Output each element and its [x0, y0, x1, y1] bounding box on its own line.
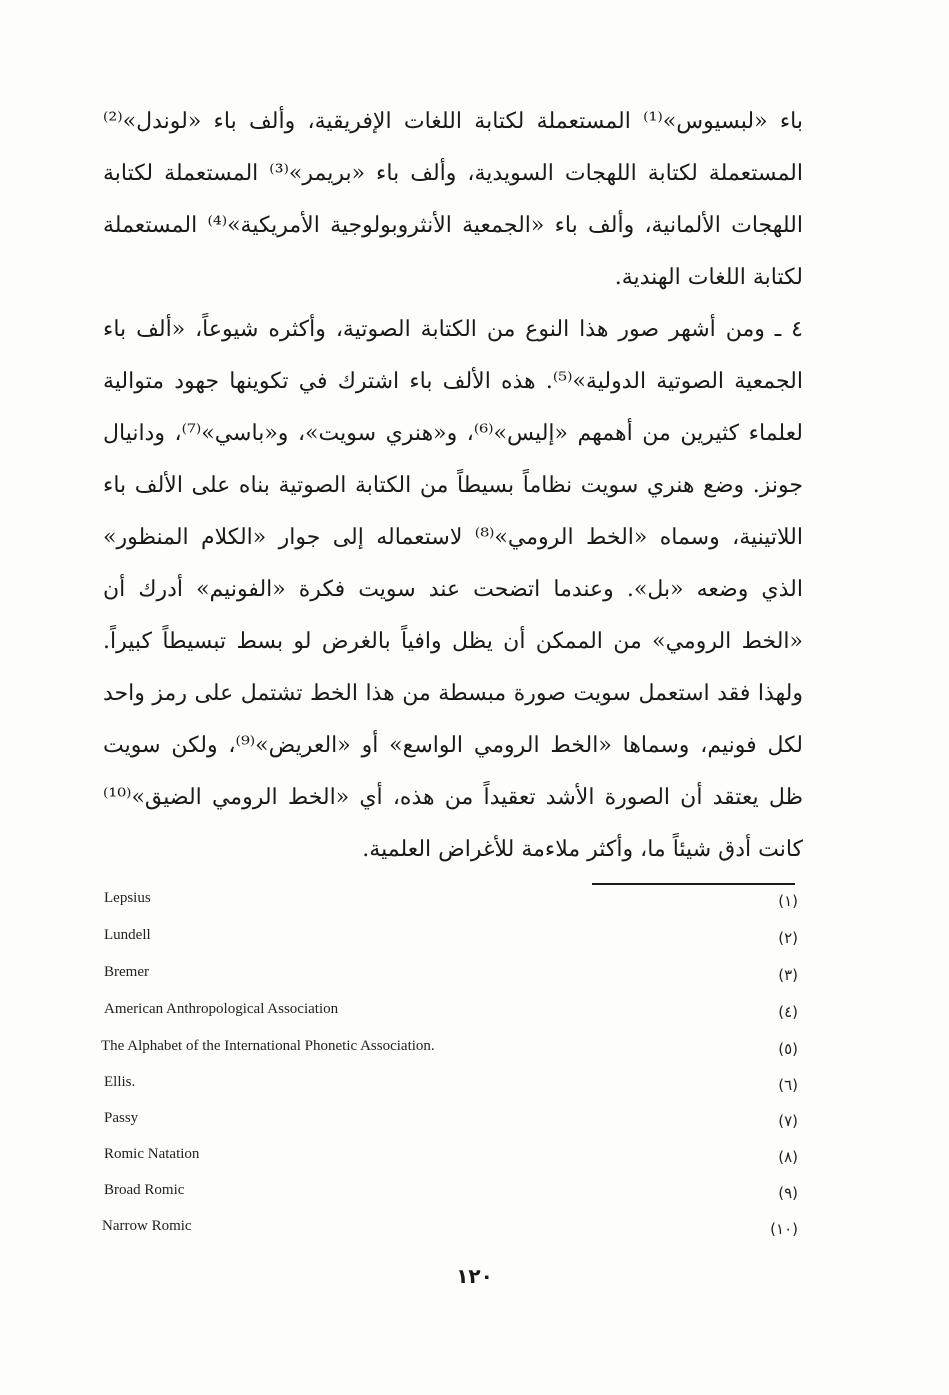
footnote-text: Lepsius [104, 890, 151, 906]
footnote-text: Bremer [104, 964, 149, 980]
footnote-6 [0, 1074, 949, 1104]
footnote-text: Broad Romic [104, 1182, 185, 1198]
footnote-5 [0, 1038, 949, 1068]
footnote-text: Lundell [104, 927, 151, 943]
footnote-number: (١٠) [770, 1220, 798, 1238]
footnote-text: American Anthropological Association [104, 1001, 339, 1017]
page-number: ١٢٠ [456, 1264, 493, 1288]
body-text [103, 96, 803, 876]
footnote-8 [0, 1146, 949, 1176]
paragraph-2: ٤ ـ ومن أشهر صور هذا النوع من الكتابة الصوتية، وأكثره شيوعاً، «ألف باء الجمعية الصوتية الدولية»⁽⁵⁾. هذه الألف باء اشترك في تكوينها جهود متوالية لعلماء كثيرين من أهمهم «إليس»⁽⁶⁾، و«هنري سويت»، و«باسي»⁽⁷⁾، ودانيال جونز. وضع هنري سويت نظاماً بسيطاً من الكتابة الصوتية بناه على الألف باء اللاتينية، وسماه «الخط الرومي»⁽⁸⁾ لاستعماله إلى جوار «الكلام المنظور» الذي وضعه «بل». وعندما اتضحت عند سويت فكرة «الفونيم» أدرك أن «الخط الرومي» من الممكن أن يظل وافياً بالغرض لو بسط تبسيطاً كبيراً. ولهذا فقد استعمل سويت صورة مبسطة من هذا الخط تشتمل على رمز واحد لكل فونيم، وسماها «الخط الرومي الواسع» أو «العريض»⁽⁹⁾، ولكن سويت ظل يعتقد أن الصورة الأشد تعقيداً من هذه، أي «الخط الرومي الضيق»⁽¹⁰⁾ كانت أدق شيئاً ما، وأكثر ملاءمة للأغراض العلمية. [103, 317, 804, 862]
footnote-number: (٩) [778, 1184, 798, 1202]
footnote-number: (٨) [778, 1148, 798, 1166]
footnote-4 [0, 1001, 949, 1031]
footnote-text: Romic Natation [104, 1146, 200, 1162]
footnote-10 [0, 1218, 949, 1248]
footnote-number: (٦) [778, 1076, 798, 1094]
footnote-text: Ellis. [104, 1074, 136, 1090]
footnote-number: (٧) [778, 1112, 798, 1130]
footnote-text: The Alphabet of the International Phonetic Association. [101, 1038, 435, 1054]
footnote-number: (٣) [778, 966, 798, 984]
paragraph-1: باء «لبسيوس»⁽¹⁾ المستعملة لكتابة اللغات الإفريقية، وألف باء «لوندل»⁽²⁾ المستعملة لكتابة اللهجات السويدية، وألف باء «بريمر»⁽³⁾ المستعملة لكتابة اللهجات الألمانية، وألف باء «الجمعية الأنثروبولوجية الأمريكية»⁽⁴⁾ المستعملة لكتابة اللغات الهندية. [103, 109, 803, 290]
footnote-1 [0, 890, 949, 920]
footnote-2 [0, 927, 949, 957]
footnote-text: Passy [104, 1110, 139, 1126]
footnote-9 [0, 1182, 949, 1212]
footnote-number: (٤) [778, 1003, 798, 1021]
footnote-7 [0, 1110, 949, 1140]
footnote-number: (٥) [778, 1040, 798, 1058]
footnote-text: Narrow Romic [102, 1218, 192, 1234]
footnote-3 [0, 964, 949, 994]
footnote-number: (٢) [778, 929, 798, 947]
footnote-separator [592, 883, 795, 885]
footnote-number: (١) [778, 892, 798, 910]
